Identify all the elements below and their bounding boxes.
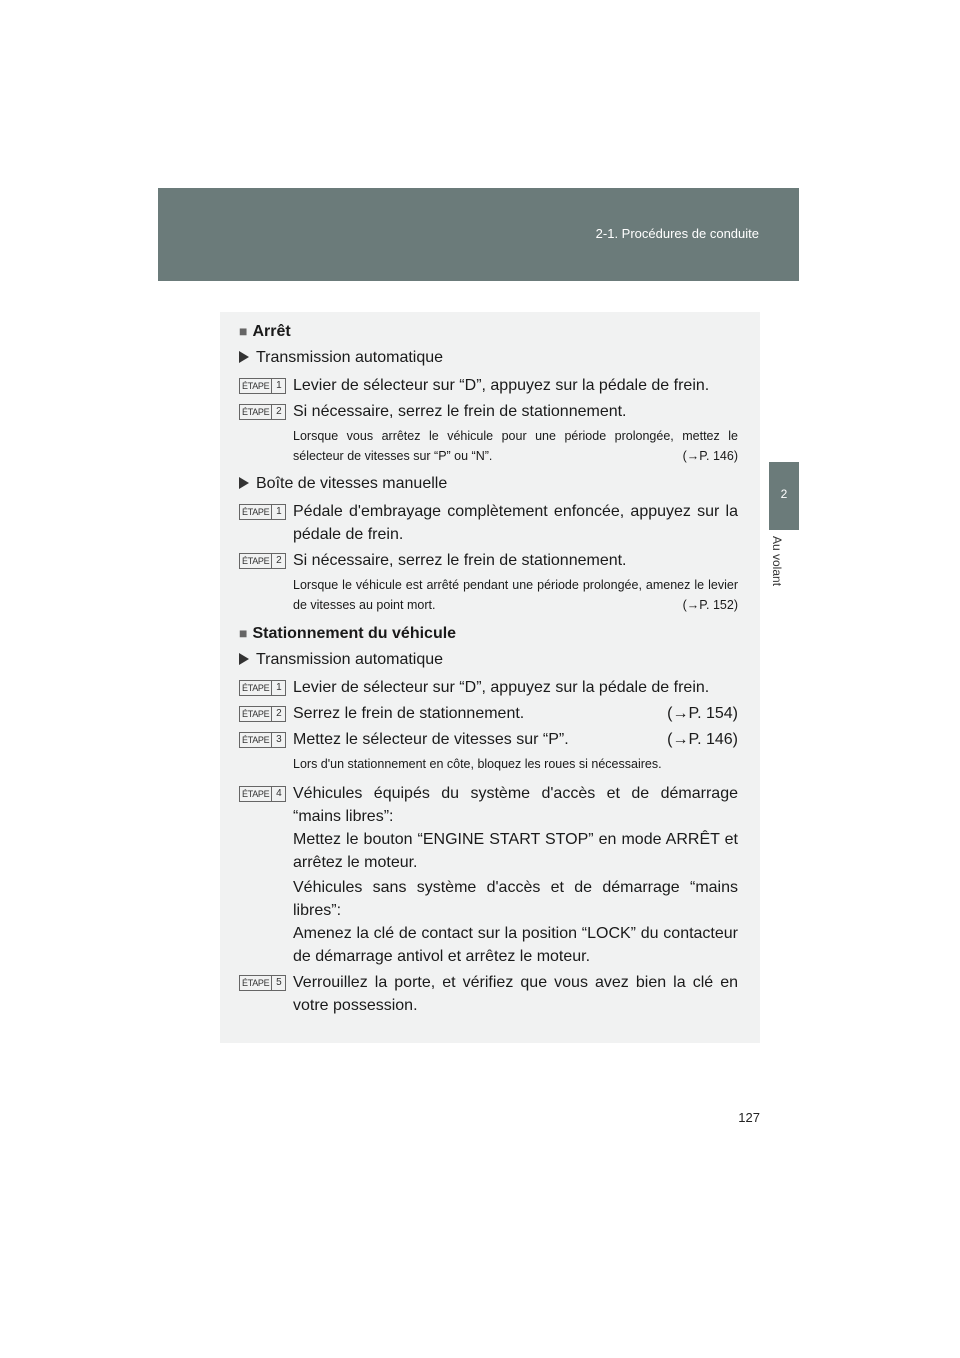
step-badge: ÉTAPE 2 bbox=[239, 706, 286, 722]
step-text: Serrez le frein de stationnement. bbox=[293, 705, 525, 722]
content-inner bbox=[239, 321, 738, 1020]
subheading-auto: Transmission automatique bbox=[239, 348, 738, 368]
page-ref-link[interactable]: (→P. 154) bbox=[667, 705, 738, 722]
step-text: Si nécessaire, serrez le frein de stationnement. bbox=[293, 552, 627, 569]
triangle-bullet-icon bbox=[239, 351, 249, 363]
side-tab-number: 2 bbox=[780, 487, 788, 501]
section-heading-stationnement: ■ Stationnement du véhicule bbox=[239, 625, 457, 642]
page-number: 127 bbox=[738, 1110, 760, 1125]
step-badge: ÉTAPE 1 bbox=[239, 378, 286, 394]
content-panel bbox=[220, 312, 760, 1043]
step-item bbox=[239, 971, 738, 1017]
step-badge: ÉTAPE 5 bbox=[239, 975, 286, 991]
step-item bbox=[239, 374, 738, 397]
step-badge: ÉTAPE 4 bbox=[239, 786, 286, 802]
side-label bbox=[770, 536, 794, 606]
step-text: Levier de sélecteur sur “D”, appuyez sur la pédale de frein. bbox=[293, 377, 710, 394]
square-bullet-icon: ■ bbox=[239, 625, 248, 641]
section-heading-arret: ■ Arrêt bbox=[239, 323, 291, 340]
step-item bbox=[239, 728, 738, 751]
step-badge: ÉTAPE 3 bbox=[239, 732, 286, 748]
chapter-title: 2-1. Procédures de conduite bbox=[595, 226, 759, 241]
step-text: Verrouillez la porte, et vérifiez que vous avez bien la clé en votre possession. bbox=[293, 974, 738, 1014]
step-item bbox=[239, 500, 738, 546]
side-label-text: Au volant bbox=[770, 536, 784, 587]
step-item bbox=[239, 549, 738, 572]
side-tab bbox=[769, 462, 799, 530]
note-text: Lorsque le véhicule est arrêté pendant une période prolongée, amenez le levier de vitesses au point mort. bbox=[293, 578, 738, 612]
note-text: Lors d'un stationnement en côte, bloquez les roues si nécessaires. bbox=[293, 757, 662, 771]
square-bullet-icon: ■ bbox=[239, 323, 248, 339]
header-bar bbox=[158, 188, 799, 281]
step-item bbox=[239, 400, 738, 423]
step-text: Levier de sélecteur sur “D”, appuyez sur la pédale de frein. bbox=[293, 679, 710, 696]
step-text: Amenez la clé de contact sur la position “LOCK” du contacteur de démarrage antivol et arrêtez le moteur. bbox=[293, 925, 738, 965]
note bbox=[239, 575, 738, 615]
page-ref-link[interactable]: (→P. 146) bbox=[667, 731, 738, 748]
step-badge: ÉTAPE 2 bbox=[239, 404, 286, 420]
subheading-manual: Boîte de vitesses manuelle bbox=[239, 474, 738, 494]
triangle-bullet-icon bbox=[239, 477, 249, 489]
page-ref-link[interactable]: (→P. 146) bbox=[682, 449, 738, 463]
subheading-auto: Transmission automatique bbox=[239, 650, 738, 670]
page-ref-link[interactable]: (→P. 152) bbox=[682, 598, 738, 612]
step-text: Véhicules équipés du système d'accès et de démarrage “mains libres”: bbox=[293, 785, 738, 825]
step-text: Si nécessaire, serrez le frein de stationnement. bbox=[293, 403, 627, 420]
note bbox=[239, 754, 738, 774]
note-text: Lorsque vous arrêtez le véhicule pour une période prolongée, mettez le sélecteur de vitesses sur “P” ou “N”. bbox=[293, 429, 738, 463]
triangle-bullet-icon bbox=[239, 653, 249, 665]
step-item bbox=[239, 782, 738, 968]
note bbox=[239, 426, 738, 466]
step-text: Mettez le sélecteur de vitesses sur “P”. bbox=[293, 731, 569, 748]
step-text: Pédale d'embrayage complètement enfoncée, appuyez sur la pédale de frein. bbox=[293, 503, 738, 543]
step-text: Mettez le bouton “ENGINE START STOP” en mode ARRÊT et arrêtez le moteur. bbox=[293, 831, 738, 871]
step-text: Véhicules sans système d'accès et de démarrage “mains libres”: bbox=[293, 879, 738, 919]
step-badge: ÉTAPE 1 bbox=[239, 504, 286, 520]
step-item bbox=[239, 702, 738, 725]
step-badge: ÉTAPE 1 bbox=[239, 680, 286, 696]
step-badge: ÉTAPE 2 bbox=[239, 553, 286, 569]
step-item bbox=[239, 676, 738, 699]
